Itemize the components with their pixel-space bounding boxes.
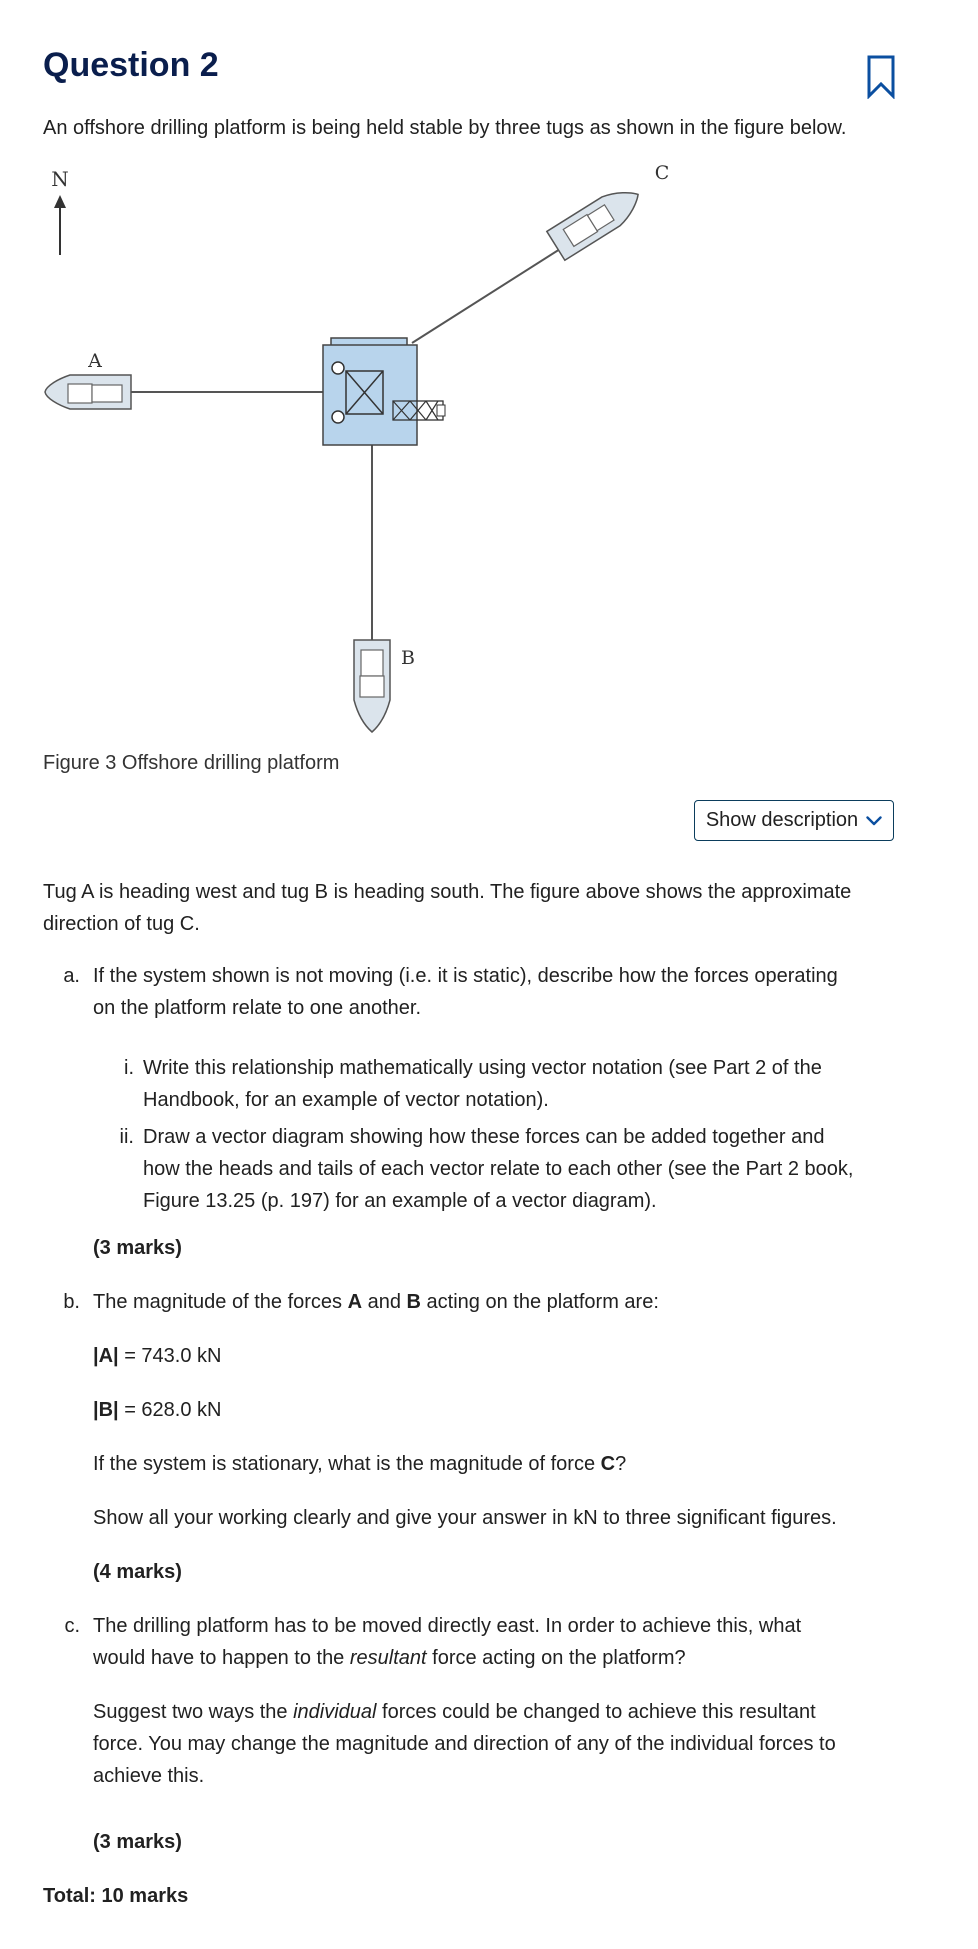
part-a-marker: a. (63, 965, 80, 987)
part-c-text: The drilling platform has to be moved directly east. In order to achieve this, what would have to happen to the resultant force acting on the platform? (93, 1615, 802, 1669)
part-a-ii-text: Draw a vector diagram showing how these forces can be added together and how the heads and tails of each vector relate to each other (see the Part 2 book, Figure 13.25 (p. 197) for an example of a vector diagram). (143, 1126, 854, 1212)
figure-caption: Figure 3 Offshore drilling platform (43, 752, 340, 774)
platform-figure (40, 165, 680, 740)
tug-b-label: B (401, 647, 415, 669)
context-paragraph: Tug A is heading west and tug B is heading south. The figure above shows the approximate direction of tug C. (43, 881, 852, 935)
part-b-marker: b. (63, 1291, 80, 1313)
part-a-i-marker: i. (124, 1057, 134, 1079)
part-b-question: If the system is stationary, what is the magnitude of force C? (93, 1453, 627, 1475)
part-a-text: If the system shown is not moving (i.e. it is static), describe how the forces operating on the platform relate to one another. (93, 965, 838, 1019)
bookmark-icon[interactable] (867, 55, 895, 99)
tug-a-label: A (88, 350, 102, 372)
intro-text: An offshore drilling platform is being held stable by three tugs as shown in the figure below. (43, 117, 847, 139)
tug-b (354, 640, 415, 732)
part-b-marks: (4 marks) (93, 1561, 182, 1583)
part-b-instruction: Show all your working clearly and give your answer in kN to three significant figures. (93, 1507, 837, 1529)
show-description-button[interactable] (694, 800, 894, 841)
part-c-marker: c. (64, 1615, 80, 1637)
platform (323, 338, 445, 445)
tug-c-label: C (654, 165, 670, 184)
part-a-i-text: Write this relationship mathematically using vector notation (see Part 2 of the Handbook, for an example of vector notation). (143, 1057, 822, 1111)
total-marks: Total: 10 marks (43, 1885, 189, 1907)
compass (51, 167, 69, 255)
compass-label: N (51, 167, 69, 191)
tug-c (547, 180, 647, 260)
force-a-value: |A| = 743.0 kN (93, 1345, 222, 1367)
show-description-label: Show description (705, 809, 859, 831)
part-a-marks: (3 marks) (93, 1237, 182, 1259)
part-a-ii-marker: ii. (119, 1126, 134, 1148)
page-title: Question 2 (43, 46, 219, 84)
part-c-marks: (3 marks) (93, 1831, 182, 1853)
tug-a (45, 350, 131, 409)
part-c-suggestion: Suggest two ways the individual forces could be changed to achieve this resultant force. You may change the magnitude and direction of any of the individual forces to achieve this. (93, 1701, 836, 1787)
part-b-text: The magnitude of the forces A and B acting on the platform are: (93, 1291, 659, 1313)
force-b-value: |B| = 628.0 kN (93, 1399, 222, 1421)
chevron-down-icon (866, 816, 882, 826)
